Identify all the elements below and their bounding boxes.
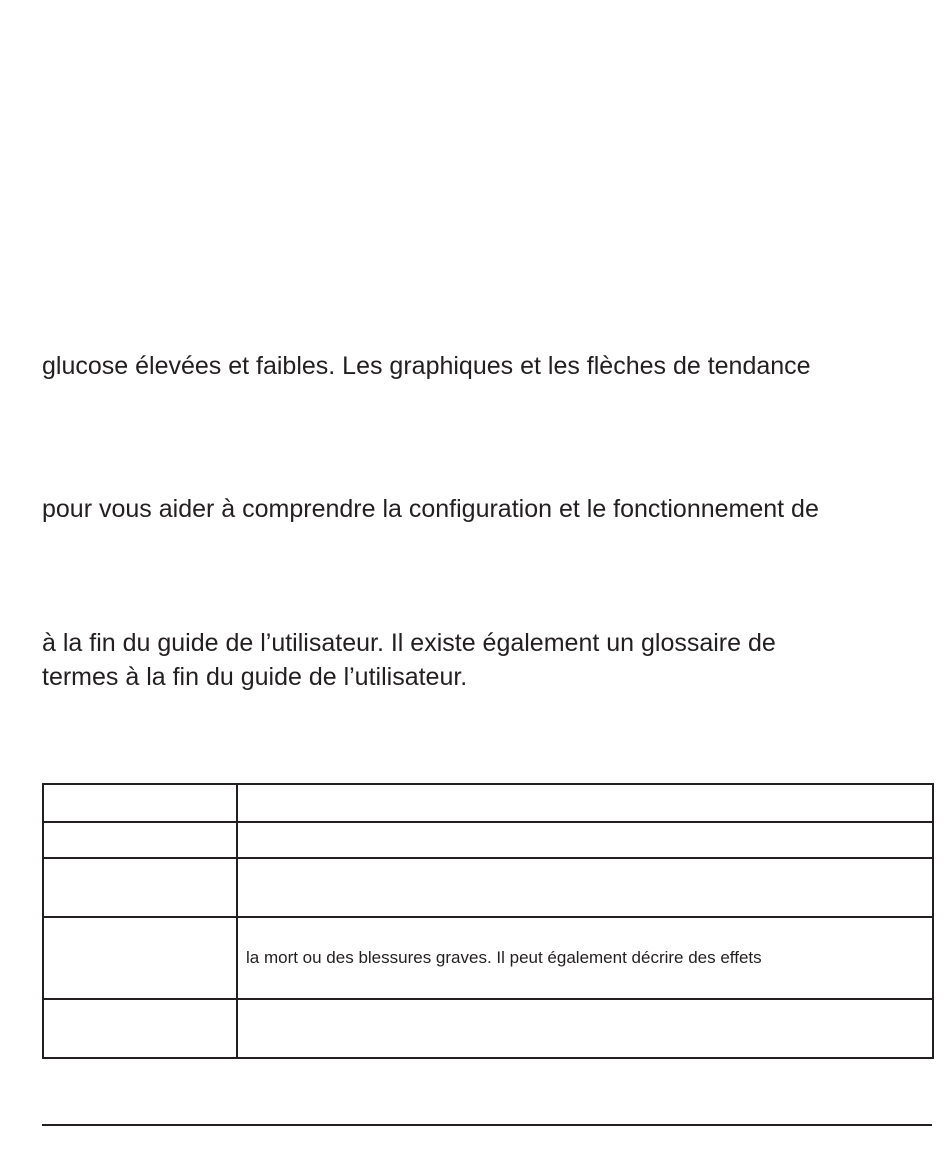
table-cell-term — [43, 858, 237, 917]
definitions-table — [42, 783, 934, 1059]
footer-divider — [42, 1124, 932, 1126]
table-cell-description — [237, 999, 933, 1058]
table-row — [43, 858, 933, 917]
paragraph-line-4: termes à la fin du guide de l’utilisateur. — [42, 663, 468, 691]
table-row — [43, 917, 933, 999]
table-row — [43, 784, 933, 822]
table-cell-term — [43, 917, 237, 999]
table-cell-term — [43, 784, 237, 822]
table-cell-term — [43, 822, 237, 858]
table-row — [43, 822, 933, 858]
paragraph-line-2: pour vous aider à comprendre la configuration et le fonctionnement de — [42, 495, 819, 523]
table-cell-description — [237, 822, 933, 858]
table-row — [43, 999, 933, 1058]
table-cell-description — [237, 784, 933, 822]
table-cell-description — [237, 858, 933, 917]
table-cell-description: la mort ou des blessures graves. Il peut également décrire des effets — [237, 917, 933, 999]
paragraph-line-1: glucose élevées et faibles. Les graphiques et les flèches de tendance — [42, 352, 811, 380]
paragraph-line-3: à la fin du guide de l’utilisateur. Il existe également un glossaire de — [42, 629, 776, 657]
table-cell-term — [43, 999, 237, 1058]
